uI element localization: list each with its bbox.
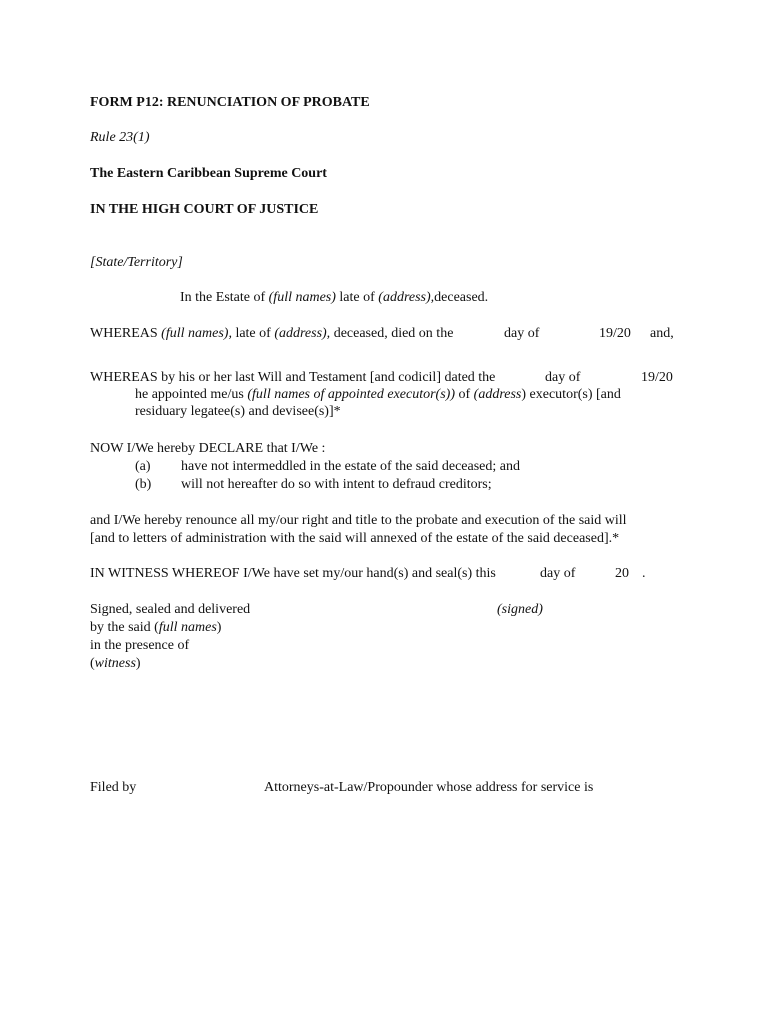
signature-line-2: by the said (full names) — [90, 620, 222, 635]
declare-intro: NOW I/We hereby DECLARE that I/We : — [90, 441, 326, 456]
court-division: IN THE HIGH COURT OF JUSTICE — [90, 202, 319, 217]
whereas-will-clause: WHEREAS by his or her last Will and Testament [and codicil] dated the — [90, 370, 496, 385]
signature-line-3: in the presence of — [90, 638, 190, 653]
declare-item-label: (b) — [135, 477, 152, 492]
whereas-will-year: 19/20 — [641, 370, 673, 385]
whereas-will-day-of: day of — [545, 370, 581, 385]
witness-year: 20 — [615, 566, 629, 581]
whereas-death-and: and, — [650, 326, 674, 341]
filed-by-text: Attorneys-at-Law/Propounder whose address for service is — [264, 780, 594, 795]
form-title: FORM P12: RENUNCIATION OF PROBATE — [90, 95, 370, 110]
filed-by-label: Filed by — [90, 780, 137, 795]
jurisdiction: [State/Territory] — [90, 255, 183, 270]
whereas-will-legatee-line: residuary legatee(s) and devisee(s)]* — [135, 404, 341, 419]
signed-marker: (signed) — [497, 602, 543, 617]
declare-item-label: (a) — [135, 459, 151, 474]
witness-day-of: day of — [540, 566, 576, 581]
whereas-death-year: 19/20 — [599, 326, 631, 341]
whereas-death-day-of: day of — [504, 326, 540, 341]
declare-item-text: have not intermeddled in the estate of the said deceased; and — [181, 459, 520, 474]
whereas-will-executor-line: he appointed me/us (full names of appointed executor(s)) of (address) executor(s) [and — [135, 387, 621, 402]
court-name: The Eastern Caribbean Supreme Court — [90, 166, 327, 181]
witness-clause: IN WITNESS WHEREOF I/We have set my/our hand(s) and seal(s) this — [90, 566, 496, 581]
signature-line-1: Signed, sealed and delivered — [90, 602, 251, 617]
renounce-line-1: and I/We hereby renounce all my/our right and title to the probate and execution of the said will — [90, 513, 627, 528]
estate-line: In the Estate of (full names) late of (address),deceased. — [180, 290, 489, 305]
witness-end: . — [642, 566, 646, 581]
rule-reference: Rule 23(1) — [90, 130, 150, 145]
whereas-death-clause: WHEREAS (full names), late of (address), deceased, died on the — [90, 326, 454, 341]
signature-line-4: (witness) — [90, 656, 141, 671]
renounce-line-2: [and to letters of administration with the said will annexed of the estate of the said deceased].* — [90, 531, 620, 546]
declare-item-text: will not hereafter do so with intent to defraud creditors; — [181, 477, 492, 492]
